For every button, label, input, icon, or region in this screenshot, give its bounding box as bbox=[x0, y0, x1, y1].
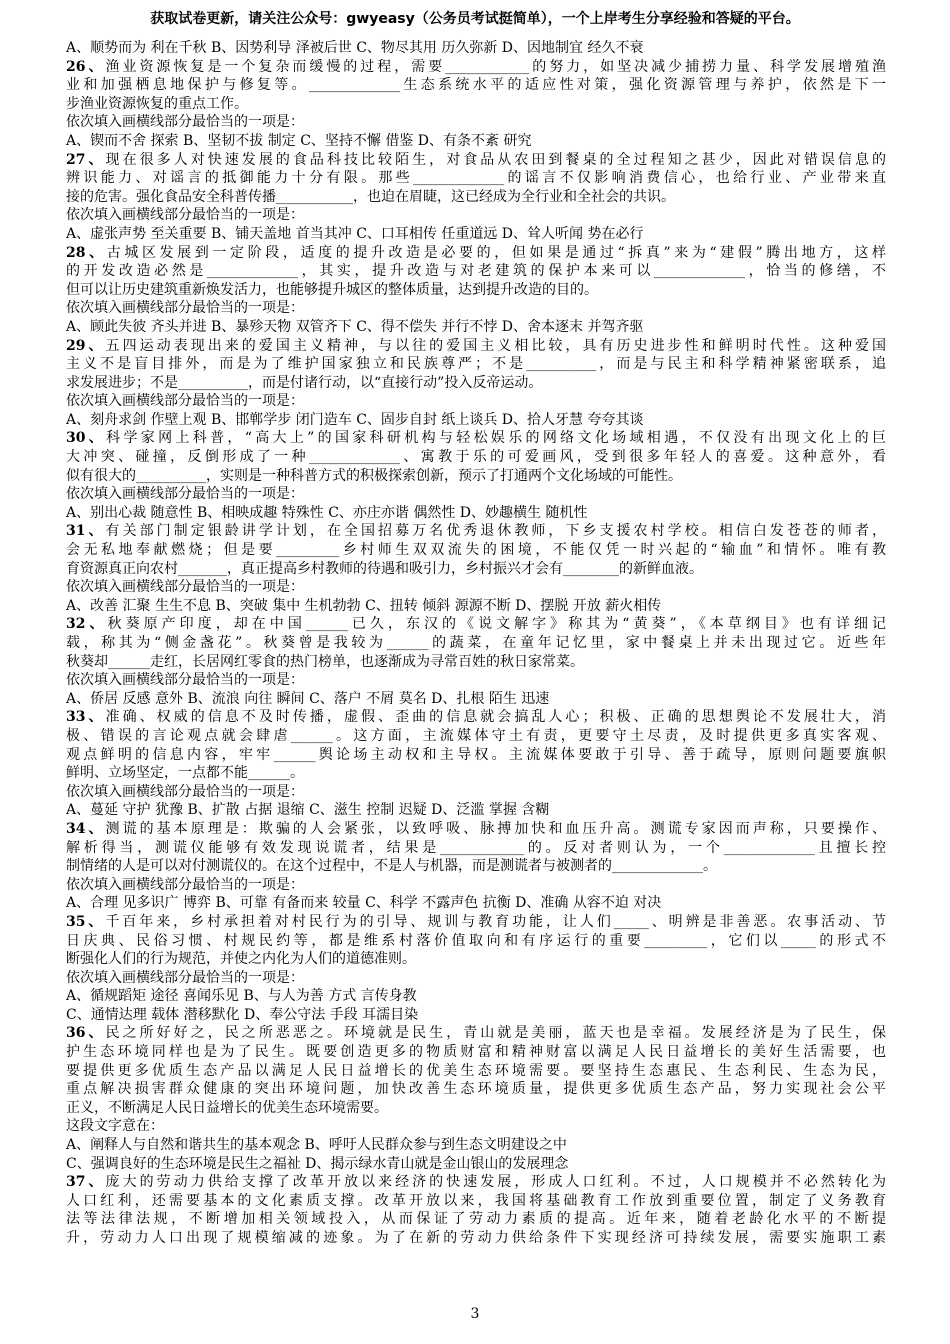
question-line: 35、千百年来，乡村承担着对村民行为的引导、规训与教育功能，让人们_____、明辨是非善恶。农事活动、节 bbox=[66, 913, 886, 930]
text-line: C、强调良好的生态环境是民生之福祉 D、揭示绿水青山就是金山银山的发展理念 bbox=[66, 1155, 569, 1172]
text-line: 依次填入画横线部分最恰当的一项是： bbox=[66, 969, 304, 986]
text-line: 人口红利，还需要基本的文化素质支撑。改革开放以来，我国将基础教育工作放到重要位置，制定了义务教育 bbox=[66, 1192, 886, 1209]
text-line: 这段文字意在： bbox=[66, 1118, 164, 1135]
text-line: 依次填入画横线部分最恰当的一项是： bbox=[66, 876, 304, 893]
text-line: A、侨居 反感 意外 B、流浪 向往 瞬间 C、落户 不屑 莫名 D、扎根 陌生 迅速 bbox=[66, 690, 550, 707]
text-line: 接的危害。强化食品安全科普传播___________，也迫在眉睫，这已经成为全行业和全社会的共识。 bbox=[66, 188, 675, 205]
question-number: 37、 bbox=[66, 1174, 106, 1191]
question-line: 28、古城区发展到一定阶段，适度的提升改造是必要的，但如果是通过“拆真”来为“建假”腾出地方，这样 bbox=[66, 244, 886, 261]
text-line: 但可以让历史建筑重新焕发活力，也能够提升城区的整体质量，达到提升改造的目的。 bbox=[66, 281, 598, 298]
text-line: 依次填入画横线部分最恰当的一项是： bbox=[66, 114, 304, 131]
text-line: 重点解决损害群众健康的突出环境问题，加快改善生态环境质量，提供更多优质生态产品，努力实现社会公平 bbox=[66, 1081, 886, 1098]
question-number: 33、 bbox=[66, 709, 106, 726]
text-line: 依次填入画横线部分最恰当的一项是： bbox=[66, 672, 304, 689]
text-line: 依次填入画横线部分最恰当的一项是： bbox=[66, 486, 304, 503]
text-line: 似有很大的__________，实则是一种科普方式的积极探索创新，预示了打通两个文化场域的可能性。 bbox=[66, 467, 682, 484]
question-number: 34、 bbox=[66, 820, 106, 837]
question-line: 27、现在很多人对快速发展的食品科技比较陌生，对食品从农田到餐桌的全过程知之甚少，因此对错误信息的 bbox=[66, 151, 886, 168]
text-line: 求发展进步；不是__________，而是付诸行动，以“直接行动”投入反帝运动。 bbox=[66, 374, 543, 391]
text-line: C、通情达理 载体 潜移默化 D、奉公守法 手段 耳濡目染 bbox=[66, 1006, 419, 1023]
text-line: 日庆典、民俗习惯、村规民约等，都是维系村落价值取向和有序运行的重要_________，它们以_____的形式不 bbox=[66, 932, 886, 949]
text-line: 业和加强栖息地保护与修复等。_____________生态系统水平的适应性对策，强化资源管理与养护，依然是下一 bbox=[66, 77, 886, 94]
question-line: 30、科学家网上科普，“高大上”的国家科研机构与轻松娱乐的网络文化场域相遇，不仅没有出现文化上的巨 bbox=[66, 430, 886, 447]
question-line: 37、庞大的劳动力供给支撑了改革开放以来经济的快速发展，形成人口红利。不过，人口规模并不必然转化为 bbox=[66, 1174, 886, 1191]
question-number: 27、 bbox=[66, 151, 106, 168]
text-line: A、锲而不舍 探索 B、坚韧不拔 制定 C、坚持不懈 借鉴 D、有条不紊 研究 bbox=[66, 132, 532, 149]
text-line: 要提供更多优质生态产品以满足人民日益增长的优美生态环境需要。要坚持生态惠民、生态利民、生态为民， bbox=[66, 1062, 886, 1079]
text-line: 依次填入画横线部分最恰当的一项是： bbox=[66, 783, 304, 800]
question-line: 31、有关部门制定银龄讲学计划，在全国招募万名优秀退休教师，下乡支援农村学校。相信白发苍苍的师者， bbox=[66, 523, 886, 540]
text-line: 秋葵却______走红，长居网红零食的热门榜单，也逐渐成为寻常百姓的秋日家常菜。 bbox=[66, 653, 584, 670]
text-line: A、改善 汇聚 生生不息 B、突破 集中 生机勃勃 C、扭转 倾斜 源源不断 D、摆脱 开放 薪火相传 bbox=[66, 597, 662, 614]
question-number: 32、 bbox=[66, 616, 108, 633]
question-line: 33、准确、权威的信息不及时传播，虚假、歪曲的信息就会搞乱人心；积极、正确的思想舆论不发展壮大，消 bbox=[66, 709, 886, 726]
text-line: 主义不是盲目排外，而是为了维护国家独立和民族尊严；不是__________，而是与民主和科学精神紧密联系，追 bbox=[66, 356, 886, 373]
text-line: 观点鲜明的信息内容，牢牢______舆论场主动权和主导权。主流媒体要敢于引导、善于疏导，原则问题要旗帜 bbox=[66, 746, 886, 763]
text-line: 升，劳动力人口出现了规模缩减的迹象。为了在新的劳动力供给条件下实现经济可持续发展，需要实施职工素 bbox=[66, 1230, 886, 1246]
text-line: 断强化人们的行为规范，并使之内化为人们的道德准则。 bbox=[66, 951, 416, 968]
question-number: 29、 bbox=[66, 337, 106, 354]
text-line: 会无私地奉献燃烧；但是要_________乡村师生双双流失的困境，不能仅凭一时兴起的“输血”和情怀。唯有教 bbox=[66, 542, 886, 559]
text-line: A、合理 见多识广 博弈 B、可靠 有备而来 较量 C、科学 不露声色 抗衡 D、准确 从容不迫 对决 bbox=[66, 895, 662, 912]
question-number: 36、 bbox=[66, 1025, 106, 1042]
text-line: 解析得当，测谎仪能够有效发现说谎者，结果是____________的。反对者则认为，一个_____________且擅长控 bbox=[66, 839, 886, 856]
question-line: 29、五四运动表现出来的爱国主义精神，与以往的爱国主义相比较，具有历史进步性和鲜明时代性。这种爱国 bbox=[66, 337, 886, 354]
text-line: 依次填入画横线部分最恰当的一项是： bbox=[66, 207, 304, 224]
text-line: 的开发改造必然是_____________，其实，提升改造与对老建筑的保护本来可以_____________，恰当的修缮，不 bbox=[66, 263, 886, 280]
text-line: A、阐释人与自然和谐共生的基本观念 B、呼吁人民群众参与到生态文明建设之中 bbox=[66, 1137, 567, 1154]
text-line: 大冲突、碰撞，反倒形成了一种_____________、寓教于乐的可爱画风，受到很多年轻人的喜爱。这种意外，看 bbox=[66, 449, 886, 466]
text-line: A、顺势而为 利在千秋 B、因势利导 泽被后世 C、物尽其用 历久弥新 D、因地制宜 经久不衰 bbox=[66, 40, 644, 56]
question-line: 34、测谎的基本原理是：欺骗的人会紧张，以致呼吸、脉搏加快和血压升高。测谎专家因而声称，只要操作、 bbox=[66, 820, 886, 837]
question-number: 30、 bbox=[66, 430, 107, 447]
text-line: 育资源真正向农村_______，真正提高乡村教师的待遇和吸引力，乡村振兴才会有________的新鲜血液。 bbox=[66, 560, 703, 577]
question-line: 32、秋葵原产印度，却在中国______已久，东汉的《说文解字》称其为“黄葵”，《本草纲目》也有详细记 bbox=[66, 616, 886, 633]
text-line: 依次填入画横线部分最恰当的一项是： bbox=[66, 300, 304, 317]
question-number: 28、 bbox=[66, 244, 107, 261]
question-number: 26、 bbox=[66, 58, 106, 75]
text-line: A、蔓延 守护 犹豫 B、扩散 占据 退缩 C、滋生 控制 迟疑 D、泛滥 掌握 含糊 bbox=[66, 802, 550, 819]
page-number: 3 bbox=[470, 1306, 480, 1322]
question-line: 26、渔业资源恢复是一个复杂而缓慢的过程，需要____________的努力，如坚决减少捕捞力量、科学发展增殖渔 bbox=[66, 58, 886, 75]
text-line: 载，称其为“侧金盏花”。秋葵曾是我较为______的蔬菜，在童年记忆里，家中餐桌上并未出现过它。近些年 bbox=[66, 635, 886, 651]
question-number: 35、 bbox=[66, 913, 106, 930]
question-line: 36、民之所好好之，民之所恶恶之。环境就是民生，青山就是美丽，蓝天也是幸福。发展经济是为了民生，保 bbox=[66, 1025, 886, 1042]
text-line: 依次填入画横线部分最恰当的一项是： bbox=[66, 393, 304, 410]
text-line: A、循规蹈矩 途径 喜闻乐见 B、与人为善 方式 言传身教 bbox=[66, 988, 417, 1005]
text-line: A、别出心裁 随意性 B、相映成趣 特殊性 C、亦庄亦谐 偶然性 D、妙趣横生 随机性 bbox=[66, 504, 588, 521]
text-line: 护生态环境同样也是为了民生。既要创造更多的物质财富和精神财富以满足人民日益增长的美好生活需要，也 bbox=[66, 1044, 886, 1061]
text-line: 辨识能力、对谣言的抵御能力十分有限。那些_____________的谣言不仅影响消费信心，也给行业、产业带来直 bbox=[66, 170, 886, 187]
text-line: 制情绪的人是可以对付测谎仪的。在这个过程中，不是人与机器，而是测谎者与被测者的_____________。 bbox=[66, 858, 717, 875]
text-line: A、顾此失彼 齐头并进 B、暴殄天物 双管齐下 C、得不偿失 并行不悖 D、舍本逐末 并驾齐驱 bbox=[66, 318, 644, 335]
question-number: 31、 bbox=[66, 523, 106, 540]
text-line: 鲜明、立场坚定，一点都不能______。 bbox=[66, 765, 304, 782]
document-body bbox=[66, 39, 886, 1309]
text-line: 极、错误的言论观点就会肆虐______。这方面，主流媒体守土有责，更要守土尽责，及时提供更多真实客观、 bbox=[66, 727, 886, 744]
text-line: A、刻舟求剑 作壁上观 B、邯郸学步 闭门造车 C、固步自封 纸上谈兵 D、拾人牙慧 夸夸其谈 bbox=[66, 411, 644, 428]
text-line: 步渔业资源恢复的重点工作。 bbox=[66, 95, 248, 112]
text-line: 法等法律法规，不断增加相关领域投入，从而保证了劳动力素质的提高。近年来，随着老龄化水平的不断提 bbox=[66, 1211, 886, 1228]
text-line: A、虚张声势 至关重要 B、铺天盖地 首当其冲 C、口耳相传 任重道远 D、耸人听闻 势在必行 bbox=[66, 225, 644, 242]
top-banner: 获取试卷更新，请关注公众号：gwyeasy（公务员考试挺简单），一个上岸考生分享经验和答疑的平台。 bbox=[150, 11, 800, 27]
text-line: 依次填入画横线部分最恰当的一项是： bbox=[66, 579, 304, 596]
text-line: 正义，不断满足人民日益增长的优美生态环境需要。 bbox=[66, 1099, 388, 1116]
